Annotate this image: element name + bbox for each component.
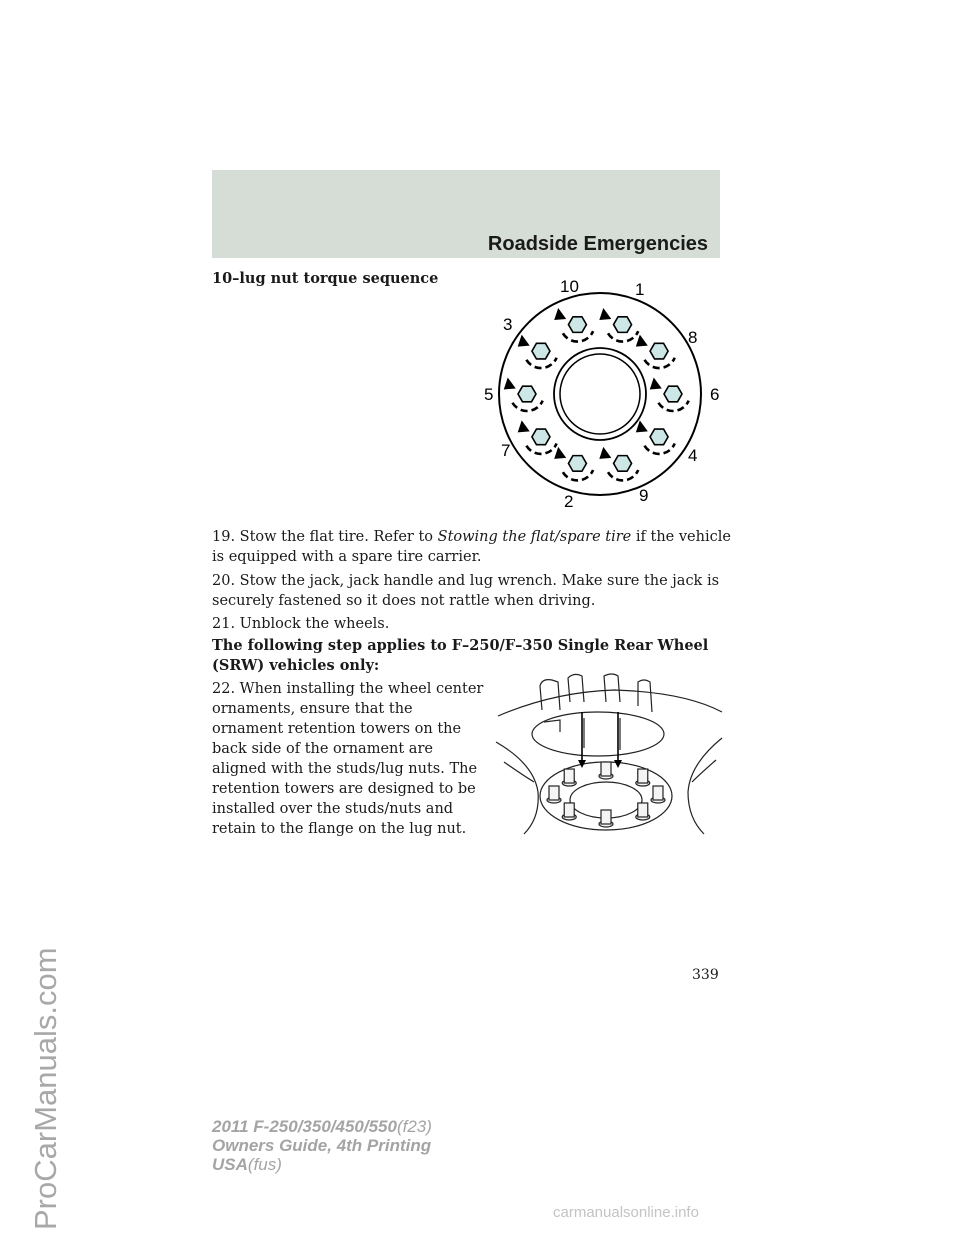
wheel-stud — [651, 786, 665, 803]
sequence-label: 9 — [639, 486, 649, 505]
lug-nut-group — [504, 308, 689, 480]
wheel-stud — [547, 786, 561, 803]
hub-outer-circle — [554, 348, 646, 440]
lug-nut — [599, 308, 638, 342]
figure-caption: 10–lug nut torque sequence — [212, 270, 439, 287]
wheel-stud — [636, 803, 650, 820]
wheel-stud — [562, 803, 576, 820]
lug-nut — [518, 420, 557, 454]
lug-nut-torque-diagram — [478, 268, 732, 516]
lug-nut — [650, 377, 689, 411]
site-watermark: ProCarManuals.com — [28, 947, 63, 1230]
step-22: 22. When installing the wheel center ornaments, ensure that the ornament retention towers on the back side of the ornament are aligned with the studs/lug nuts. The retention towers are designed to be installed over the studs/nuts and retain to the flange on the lug nut. — [212, 681, 484, 837]
sequence-label: 6 — [710, 385, 720, 404]
srw-note: The following step applies to F–250/F–350 Single Rear Wheel (SRW) vehicles only: — [212, 637, 709, 674]
step-20: 20. Stow the jack, jack handle and lug wrench. Make sure the jack is securely fastened so it does not rattle when driving. — [212, 573, 720, 609]
lug-nut — [636, 420, 675, 454]
sequence-label: 3 — [503, 315, 513, 334]
section-header-band — [212, 170, 720, 258]
wheel-stud — [599, 762, 613, 779]
footer-site-link[interactable]: carmanualsonline.info — [553, 1204, 699, 1221]
lug-nut — [554, 308, 593, 342]
step-19: 19. Stow the flat tire. Refer to Stowing the flat/spare tire if the vehicle is equipped with a spare tire carrier. — [212, 529, 731, 565]
sequence-label: 2 — [564, 492, 574, 511]
wheel-center-ornament-diagram — [494, 672, 726, 836]
sequence-label: 10 — [560, 277, 579, 296]
wheel-stud — [562, 769, 576, 786]
hub-inner-circle — [560, 354, 640, 434]
lug-nut — [504, 377, 543, 411]
sequence-label: 8 — [688, 328, 698, 347]
lug-nut — [636, 335, 675, 369]
page-number: 339 — [692, 967, 719, 983]
sequence-label: 1 — [635, 280, 645, 299]
wheel-stud — [636, 769, 650, 786]
cross-reference: Stowing the flat/spare tire — [437, 529, 632, 545]
wheel-stud — [599, 810, 613, 827]
sequence-label: 5 — [484, 385, 494, 404]
sequence-label: 4 — [688, 446, 698, 465]
section-title: Roadside Emergencies — [487, 233, 708, 255]
lug-nut — [599, 447, 638, 481]
edition-info: 2011 F-250/350/450/550(f23) Owners Guide, 4th Printing USA(fus) — [212, 1117, 432, 1174]
lug-nut — [554, 447, 593, 481]
sequence-label: 7 — [501, 441, 511, 460]
lug-nut — [518, 335, 557, 369]
step-21: 21. Unblock the wheels. — [212, 616, 390, 632]
